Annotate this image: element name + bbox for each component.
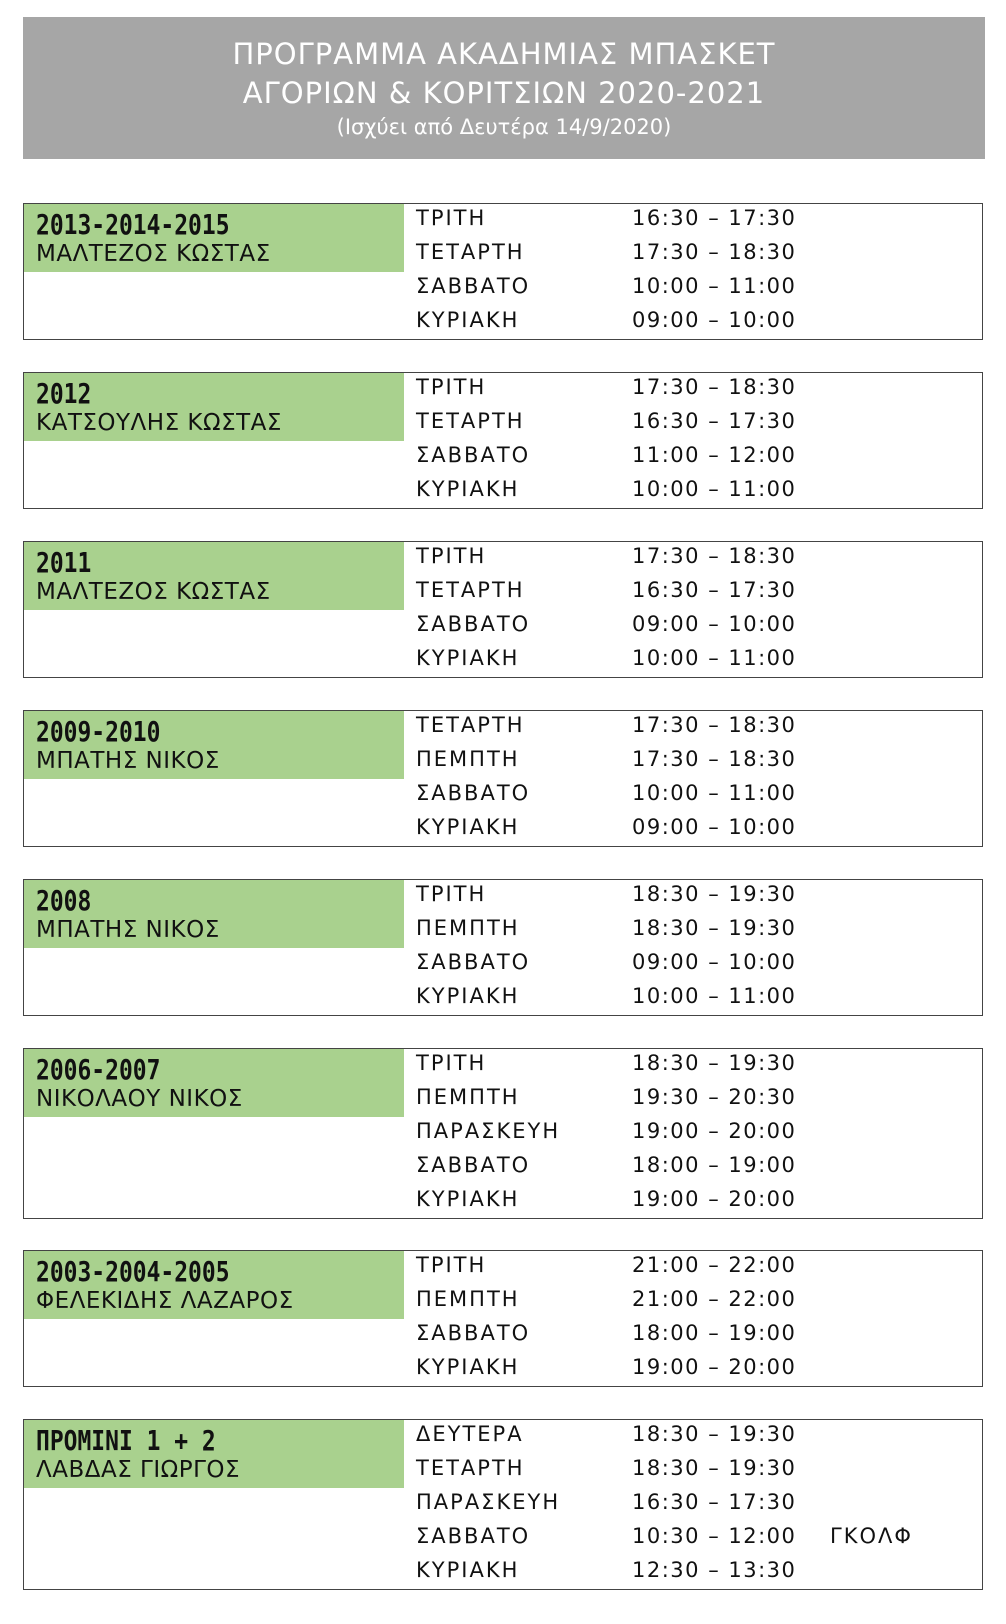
session-row — [24, 238, 982, 272]
session-day: ΚΥΡΙΑΚΗ — [416, 646, 520, 670]
session-row — [24, 204, 982, 238]
session-note: ΓΚΟΛΦ — [830, 1524, 913, 1548]
session-time: 19:00 – 20:00 — [632, 1355, 797, 1379]
session-row — [24, 306, 982, 340]
session-row — [24, 1285, 982, 1319]
session-row — [24, 373, 982, 407]
session-day: ΣΑΒΒΑΤΟ — [416, 612, 531, 636]
session-time: 17:30 – 18:30 — [632, 375, 797, 399]
session-day: ΤΕΤΑΡΤΗ — [416, 240, 525, 264]
session-day: ΚΥΡΙΑΚΗ — [416, 815, 520, 839]
session-row — [24, 475, 982, 509]
session-time: 18:00 – 19:00 — [632, 1153, 797, 1177]
session-time: 17:30 – 18:30 — [632, 544, 797, 568]
session-row — [24, 272, 982, 306]
session-time: 10:30 – 12:00 — [632, 1524, 797, 1548]
session-time: 21:00 – 22:00 — [632, 1253, 797, 1277]
session-row — [24, 914, 982, 948]
session-day: ΤΡΙΤΗ — [416, 1051, 487, 1075]
session-day: ΣΑΒΒΑΤΟ — [416, 950, 531, 974]
session-row — [24, 1556, 982, 1590]
session-time: 12:30 – 13:30 — [632, 1558, 797, 1582]
session-row — [24, 576, 982, 610]
session-row — [24, 948, 982, 982]
session-time: 19:30 – 20:30 — [632, 1085, 797, 1109]
session-time: 10:00 – 11:00 — [632, 781, 797, 805]
session-day: ΣΑΒΒΑΤΟ — [416, 274, 531, 298]
session-day: ΣΑΒΒΑΤΟ — [416, 443, 531, 467]
session-row — [24, 1185, 982, 1219]
age-group-block — [23, 372, 983, 509]
title-line-1: ΠΡΟΓΡΑΜΜΑ ΑΚΑΔΗΜΙΑΣ ΜΠΑΣΚΕΤ — [232, 37, 776, 71]
session-day: ΚΥΡΙΑΚΗ — [416, 477, 520, 501]
session-row — [24, 441, 982, 475]
session-row — [24, 1522, 982, 1556]
age-group-block — [23, 1250, 983, 1387]
session-row — [24, 1251, 982, 1285]
session-time: 18:30 – 19:30 — [632, 882, 797, 906]
session-row — [24, 1454, 982, 1488]
group-years: 2009-2010 — [36, 715, 161, 748]
session-day: ΤΡΙΤΗ — [416, 206, 487, 230]
group-years: 2012 — [36, 377, 92, 410]
session-row — [24, 1420, 982, 1454]
age-group-block — [23, 879, 983, 1016]
session-row — [24, 1151, 982, 1185]
age-group-block — [23, 1419, 983, 1590]
session-day: ΣΑΒΒΑΤΟ — [416, 781, 531, 805]
session-time: 09:00 – 10:00 — [632, 815, 797, 839]
group-years: 2011 — [36, 546, 92, 579]
session-time: 09:00 – 10:00 — [632, 612, 797, 636]
session-time: 17:30 – 18:30 — [632, 240, 797, 264]
session-day: ΤΡΙΤΗ — [416, 882, 487, 906]
session-day: ΤΡΙΤΗ — [416, 544, 487, 568]
session-day: ΠΑΡΑΣΚΕΥΗ — [416, 1490, 561, 1514]
age-group-block — [23, 710, 983, 847]
session-day: ΠΑΡΑΣΚΕΥΗ — [416, 1119, 561, 1143]
session-row — [24, 813, 982, 847]
session-day: ΤΡΙΤΗ — [416, 1253, 487, 1277]
session-day: ΔΕΥΤΕΡΑ — [416, 1422, 524, 1446]
session-time: 16:30 – 17:30 — [632, 206, 797, 230]
session-day: ΚΥΡΙΑΚΗ — [416, 1558, 520, 1582]
coach-name: ΜΠΑΤΗΣ ΝΙΚΟΣ — [36, 917, 220, 943]
group-years: 2006-2007 — [36, 1053, 161, 1086]
session-time: 18:30 – 19:30 — [632, 916, 797, 940]
session-day: ΤΕΤΑΡΤΗ — [416, 578, 525, 602]
session-row — [24, 1117, 982, 1151]
session-time: 16:30 – 17:30 — [632, 578, 797, 602]
session-time: 11:00 – 12:00 — [632, 443, 797, 467]
session-day: ΤΕΤΑΡΤΗ — [416, 713, 525, 737]
coach-name: ΜΑΛΤΕΖΟΣ ΚΩΣΤΑΣ — [36, 579, 271, 605]
session-time: 21:00 – 22:00 — [632, 1287, 797, 1311]
session-row — [24, 779, 982, 813]
session-time: 17:30 – 18:30 — [632, 713, 797, 737]
session-day: ΤΕΤΑΡΤΗ — [416, 409, 525, 433]
session-row — [24, 407, 982, 441]
session-time: 17:30 – 18:30 — [632, 747, 797, 771]
session-row — [24, 1083, 982, 1117]
session-row — [24, 644, 982, 678]
session-time: 10:00 – 11:00 — [632, 477, 797, 501]
session-time: 16:30 – 17:30 — [632, 409, 797, 433]
session-day: ΣΑΒΒΑΤΟ — [416, 1524, 531, 1548]
title-line-2: ΑΓΟΡΙΩΝ & ΚΟΡΙΤΣΙΩΝ 2020-2021 — [242, 76, 766, 110]
session-time: 18:00 – 19:00 — [632, 1321, 797, 1345]
session-day: ΤΕΤΑΡΤΗ — [416, 1456, 525, 1480]
session-row — [24, 880, 982, 914]
session-day: ΚΥΡΙΑΚΗ — [416, 308, 520, 332]
session-day: ΤΡΙΤΗ — [416, 375, 487, 399]
group-years: 2008 — [36, 884, 92, 917]
coach-name: ΜΑΛΤΕΖΟΣ ΚΩΣΤΑΣ — [36, 241, 271, 267]
session-row — [24, 1049, 982, 1083]
session-row — [24, 982, 982, 1016]
session-time: 19:00 – 20:00 — [632, 1187, 797, 1211]
schedule-header — [23, 17, 985, 159]
session-time: 10:00 – 11:00 — [632, 646, 797, 670]
session-day: ΣΑΒΒΑΤΟ — [416, 1321, 531, 1345]
session-time: 10:00 – 11:00 — [632, 274, 797, 298]
coach-name: ΝΙΚΟΛΑΟΥ ΝΙΚΟΣ — [36, 1086, 243, 1112]
session-day: ΚΥΡΙΑΚΗ — [416, 1187, 520, 1211]
session-time: 18:30 – 19:30 — [632, 1456, 797, 1480]
coach-name: ΜΠΑΤΗΣ ΝΙΚΟΣ — [36, 748, 220, 774]
session-day: ΚΥΡΙΑΚΗ — [416, 1355, 520, 1379]
session-time: 09:00 – 10:00 — [632, 950, 797, 974]
coach-name: ΚΑΤΣΟΥΛΗΣ ΚΩΣΤΑΣ — [36, 410, 282, 436]
session-day: ΠΕΜΠΤΗ — [416, 916, 520, 940]
session-time: 16:30 – 17:30 — [632, 1490, 797, 1514]
session-day: ΚΥΡΙΑΚΗ — [416, 984, 520, 1008]
coach-name: ΦΕΛΕΚΙΔΗΣ ΛΑΖΑΡΟΣ — [36, 1288, 294, 1314]
session-row — [24, 542, 982, 576]
session-row — [24, 745, 982, 779]
age-group-block — [23, 1048, 983, 1219]
session-day: ΠΕΜΠΤΗ — [416, 1287, 520, 1311]
session-time: 09:00 – 10:00 — [632, 308, 797, 332]
group-years: 2003-2004-2005 — [36, 1255, 230, 1288]
session-time: 18:30 – 19:30 — [632, 1422, 797, 1446]
session-row — [24, 1319, 982, 1353]
session-day: ΠΕΜΠΤΗ — [416, 1085, 520, 1109]
session-row — [24, 1488, 982, 1522]
session-time: 10:00 – 11:00 — [632, 984, 797, 1008]
session-row — [24, 610, 982, 644]
session-row — [24, 711, 982, 745]
coach-name: ΛΑΒΔΑΣ ΓΙΩΡΓΟΣ — [36, 1457, 241, 1483]
session-time: 19:00 – 20:00 — [632, 1119, 797, 1143]
validity-subtitle: (Ισχύει από Δευτέρα 14/9/2020) — [336, 115, 672, 139]
session-day: ΠΕΜΠΤΗ — [416, 747, 520, 771]
group-years: ΠΡΟΜΙΝΙ 1 + 2 — [36, 1424, 216, 1457]
age-group-block — [23, 541, 983, 678]
session-time: 18:30 – 19:30 — [632, 1051, 797, 1075]
session-day: ΣΑΒΒΑΤΟ — [416, 1153, 531, 1177]
session-row — [24, 1353, 982, 1387]
group-years: 2013-2014-2015 — [36, 208, 230, 241]
age-group-block — [23, 203, 983, 340]
